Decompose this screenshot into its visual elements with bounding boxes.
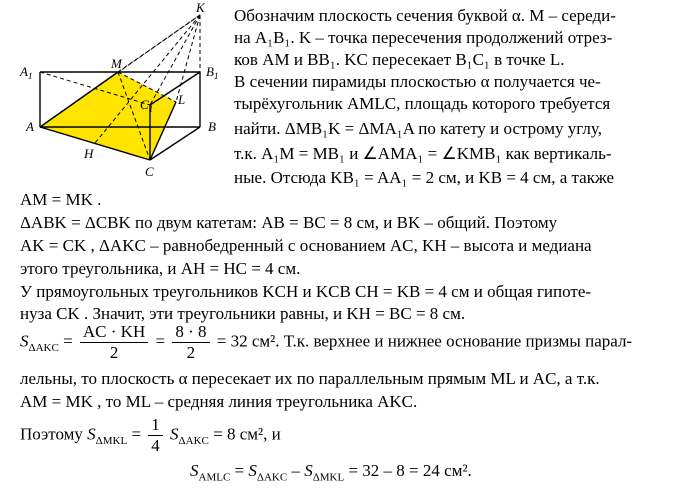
text-after-line-1: лельны, то плоскость α пересекает их по параллельным прямым ML и AC, а т.к.: [20, 369, 600, 388]
text-full-line-1: AM = MK .: [20, 190, 102, 209]
label-m: M: [111, 56, 122, 71]
text-full-line-6: нуза CK . Значит, эти треугольники равны, и KH = BC = 8 см.: [20, 304, 466, 323]
text-right-line-7: т.к. A₁M = MB₁ и ∠AMA₁ = ∠KMB₁ как вертикаль-: [234, 144, 612, 163]
text-right-line-4: В сечении пирамиды плоскостью α получается че-: [234, 72, 601, 91]
formula-area-amlc: $S_{AMLC} = S_{\Delta AKC} - S_{\Delta MKL} = 32 - 8 = 24$ см².: [190, 461, 472, 484]
label-c1: $C_1$: [140, 97, 154, 114]
text-full-line-5: У прямоугольных треугольников KCH и KCB CH = KB = 4 см и общая гипоте-: [20, 282, 592, 301]
edge-b1c1: [150, 72, 200, 105]
dash-kl: [176, 15, 200, 102]
label-a1: $A_1$: [20, 64, 33, 81]
prism-figure: [0, 0, 235, 185]
formula-area-mkl: Поэтому $S_{\Delta MKL}$ = $\frac{1}{4}$ $S_{\Delta AKC} = 8$ см², и: [20, 415, 281, 455]
text-full-line-4: этого треугольника, и AH = HC = 4 см.: [20, 259, 301, 278]
text-right-line-8: ные. Отсюда KB₁ = AA₁ = 2 см, и KB = 4 см, а также: [234, 168, 615, 187]
label-b: B: [208, 119, 216, 134]
text-full-line-2: ΔABK = ΔCBK по двум катетам: AB = BC = 8 см, и BK – общий. Поэтому: [20, 213, 558, 232]
label-k: K: [196, 0, 205, 15]
label-b1: $B_1$: [206, 64, 219, 81]
text-right-line-5: тырёхугольник AMLC, площадь которого требуется: [234, 94, 611, 113]
label-l: L: [178, 92, 186, 107]
text-right-line-2: на A₁B₁. K – точка пересечения продолжений отрез-: [234, 28, 613, 47]
label-h: H: [84, 146, 94, 161]
label-a: A: [26, 119, 34, 134]
label-c: C: [145, 164, 154, 179]
text-after-line-2: AM = MK , то ML – средняя линия треугольника AKC.: [20, 392, 418, 411]
formula-area-akc: $S_{\Delta AKC}$ = $\frac{AC \cdot KH}{2}$ = $\frac{8 \cdot 8}{2}$ = 32 см². Т.к. верхнее и нижнее основание призмы парал-: [20, 322, 633, 362]
text-right-line-1: Обозначим плоскость сечения буквой α. M – середи-: [234, 6, 616, 25]
text-right-line-3: ков AM и BB₁. KC пересекает B₁C₁ в точке L.: [234, 50, 565, 69]
dash-kc1: [150, 15, 200, 105]
text-full-line-3: AK = CK , ΔAKC – равнобедренный с основанием AC, KH – высота и медиана: [20, 236, 592, 255]
text-right-line-6: найти. ΔMB₁K = ΔMA₁A по катету и острому углу,: [234, 119, 602, 138]
